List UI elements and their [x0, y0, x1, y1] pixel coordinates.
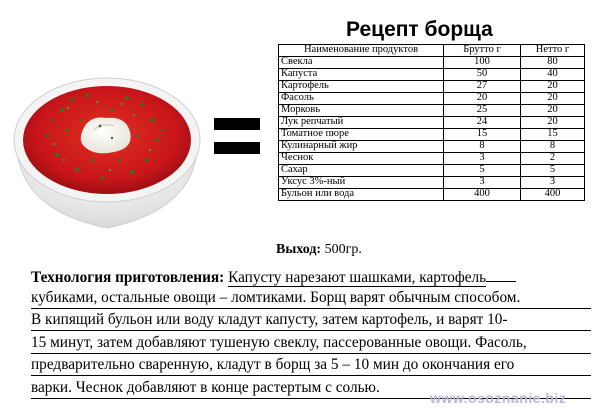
equals-sign	[214, 118, 260, 154]
brutto-cell: 5	[444, 165, 521, 177]
brutto-cell: 15	[444, 129, 521, 141]
soup-bowl-image	[2, 60, 212, 240]
netto-cell: 20	[521, 105, 585, 117]
table-row	[279, 165, 585, 177]
technology-paragraph	[31, 265, 591, 399]
technology-line: варки. Чеснок добавляют в конце растертым с солью.	[31, 377, 591, 399]
table-header-row	[279, 45, 585, 57]
yield-line	[276, 242, 362, 258]
ingredient-name-cell: Томатное пюре	[279, 129, 444, 141]
technology-text: Капусту нарезают шашками, картофель	[228, 269, 487, 286]
table-row	[279, 117, 585, 129]
ingredient-name-cell: Морковь	[279, 105, 444, 117]
brutto-cell: 20	[444, 93, 521, 105]
technology-line: 15 минут, затем добавляют тушеную свеклу, пассерованные овощи. Фасоль,	[31, 332, 591, 354]
brutto-cell: 3	[444, 177, 521, 189]
technology-label: Технология приготовления:	[31, 269, 225, 286]
ingredient-name-cell: Картофель	[279, 81, 444, 93]
ingredient-name-cell: Свекла	[279, 57, 444, 69]
ingredient-name-cell: Бульон или вода	[279, 189, 444, 201]
netto-cell: 80	[521, 57, 585, 69]
netto-cell: 8	[521, 141, 585, 153]
technology-line: кубиками, остальные овощи – ломтиками. Борщ варят обычным способом.	[31, 287, 591, 309]
ingredient-name-cell: Чеснок	[279, 153, 444, 165]
ingredient-name-cell: Кулинарный жир	[279, 141, 444, 153]
netto-cell: 5	[521, 165, 585, 177]
netto-cell: 20	[521, 117, 585, 129]
yield-label: Выход:	[276, 242, 322, 257]
netto-cell: 20	[521, 81, 585, 93]
table-row	[279, 177, 585, 189]
table-row	[279, 105, 585, 117]
netto-cell: 20	[521, 93, 585, 105]
technology-line: В кипящий бульон или воду кладут капусту, затем картофель, и варят 10-	[31, 309, 591, 331]
netto-cell: 15	[521, 129, 585, 141]
table-row	[279, 69, 585, 81]
watermark: www.osoznanie.biz	[430, 390, 567, 406]
column-header-product: Наименование продуктов	[279, 45, 444, 57]
netto-cell: 40	[521, 69, 585, 81]
table-row	[279, 129, 585, 141]
brutto-cell: 400	[444, 189, 521, 201]
netto-cell: 2	[521, 153, 585, 165]
netto-cell: 400	[521, 189, 585, 201]
ingredient-name-cell: Уксус 3%-ный	[279, 177, 444, 189]
ingredient-name-cell: Капуста	[279, 69, 444, 81]
yield-value: 500гр.	[324, 242, 362, 257]
table-row	[279, 153, 585, 165]
netto-cell: 3	[521, 177, 585, 189]
brutto-cell: 3	[444, 153, 521, 165]
table-row	[279, 57, 585, 69]
page-title: Рецепт борща	[346, 18, 493, 41]
ingredients-table	[278, 44, 585, 201]
technology-line: предварительно сваренную, кладут в борщ за 5 – 10 мин до окончания его	[31, 354, 591, 376]
table-row	[279, 93, 585, 105]
technology-line	[31, 265, 591, 286]
ingredient-name-cell: Сахар	[279, 165, 444, 177]
ingredient-name-cell: Лук репчатый	[279, 117, 444, 129]
brutto-cell: 50	[444, 69, 521, 81]
table-row	[279, 189, 585, 201]
brutto-cell: 25	[444, 105, 521, 117]
column-header-brutto: Брутто г	[444, 45, 521, 57]
brutto-cell: 27	[444, 81, 521, 93]
column-header-netto: Нетто г	[521, 45, 585, 57]
brutto-cell: 24	[444, 117, 521, 129]
table-row	[279, 81, 585, 93]
table-row	[279, 141, 585, 153]
brutto-cell: 100	[444, 57, 521, 69]
ingredient-name-cell: Фасоль	[279, 93, 444, 105]
brutto-cell: 8	[444, 141, 521, 153]
